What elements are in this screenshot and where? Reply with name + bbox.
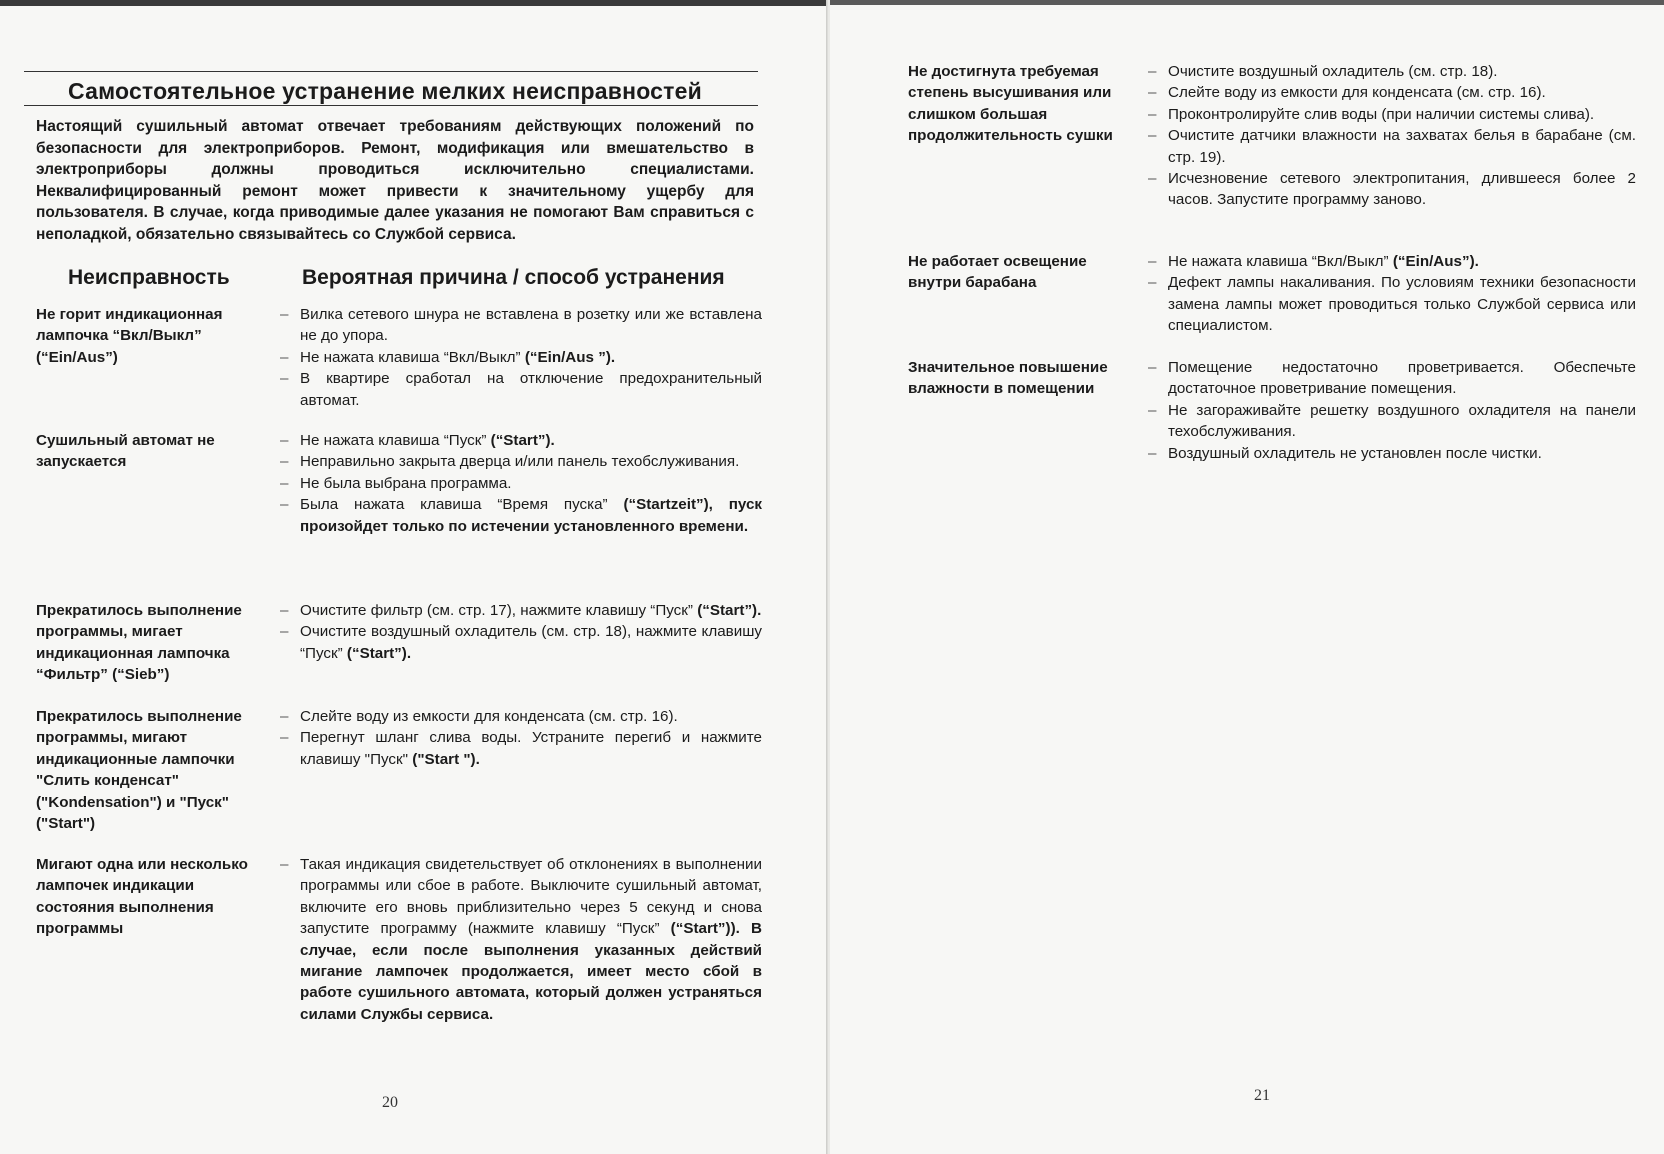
problem-text: Не работает освещение внутри барабана <box>908 253 1087 292</box>
page-number: 21 <box>1254 1087 1270 1104</box>
left-page <box>0 0 828 1154</box>
dash-mark: – <box>1148 170 1157 188</box>
problem-text: Не горит индикационная лампочка “Вкл/Выкл” (“Ein/Aus”) <box>36 306 223 366</box>
cause-item: – Воздушный охладитель не установлен после чистки. <box>1148 443 1636 464</box>
cause-item: – Исчезновение сетевого электропитания, длившееся более 2 часов. Запустите программу заново. <box>1148 170 1636 209</box>
cause-item: – Была нажата клавиша “Время пуска” (“Startzeit”), пуск произойдет только по истечении установленного времени. <box>280 496 762 535</box>
cause-item: – Дефект лампы накаливания. По условиям техники безопасности замена лампы может проводиться только Службой сервиса или специалистом. <box>1148 274 1636 335</box>
cause-item: – Очистите воздушный охладитель (см. стр. 18), нажмите клавишу “Пуск” (“Start”). <box>280 623 762 662</box>
title-bottom-rule <box>24 105 758 106</box>
cause-item: – Неправильно закрыта дверца и/или панель техобслуживания. <box>280 451 762 472</box>
cause-list <box>1148 61 1636 211</box>
dash-mark: – <box>280 432 289 449</box>
problem-text: Значительное повышение влажности в помещении <box>908 359 1108 398</box>
cause-list <box>280 854 762 1025</box>
dash-mark: – <box>1148 84 1157 102</box>
cause-list <box>280 304 762 411</box>
dash-mark: – <box>1148 63 1157 80</box>
dash-mark: – <box>280 856 289 873</box>
cause-item: – Слейте воду из емкости для конденсата (см. стр. 16). <box>1148 82 1636 103</box>
cause-list <box>280 706 762 770</box>
dash-mark: – <box>1148 444 1157 462</box>
dash-mark: – <box>1148 127 1157 145</box>
cause-item: – Перегнут шланг слива воды. Устраните перегиб и нажмите клавишу "Пуск" ("Start "). <box>280 729 762 768</box>
cause-item: – Не загораживайте решетку воздушного охладителя на панели техобслуживания. <box>1148 401 1636 441</box>
dash-mark: – <box>280 708 289 725</box>
cause-item: – Такая индикация свидетельствует об отклонениях в выполнении программы или сбое в работе. Выключите сушильный автомат, включите его вновь приблизительно через 5 секунд и снова запустите программу (нажмите клавишу “Пуск” (“Start”)). В случае, если после выполнения указанных действий мигание лампочек продолжается, имеет место сбой в работе сушильного автомата, который должен устраняться силами Службы сервиса. <box>280 856 762 1023</box>
dash-mark: – <box>280 453 289 471</box>
column-header-problem: Неисправность <box>68 266 230 289</box>
cause-item: – Проконтролируйте слив воды (при наличии системы слива). <box>1148 104 1636 125</box>
intro-paragraph: Настоящий сушильный автомат отвечает требованиям действующих положений по безопасности для электроприборов. Ремонт, модификация или вмешательство в электроприборы должны проводиться исключительно специалистами. Неквалифицированный ремонт может привести к значительному ущербу для пользователя. В случае, когда приводимые далее указания не помогают Вам справиться с неполадкой, обязательно связывайтесь со Службой сервиса. <box>36 118 754 243</box>
cause-item: – Не нажата клавиша “Вкл/Выкл” (“Ein/Aus”). <box>1148 251 1636 272</box>
dash-mark: – <box>1148 253 1157 270</box>
cause-item: – Очистите воздушный охладитель (см. стр. 18). <box>1148 61 1636 82</box>
cause-item: – Помещение недостаточно проветривается. Обеспечьте достаточное проветривание помещения. <box>1148 359 1636 398</box>
cause-item: – Не нажата клавиша “Пуск” (“Start”). <box>280 430 762 451</box>
dash-mark: – <box>280 496 289 514</box>
problem-text: Мигают одна или несколько лампочек индикации состояния выполнения программы <box>36 856 248 938</box>
dash-mark: – <box>280 474 289 492</box>
dash-mark: – <box>280 370 289 388</box>
title-top-rule <box>24 71 758 72</box>
cause-list <box>280 430 762 537</box>
cause-item: – Слейте воду из емкости для конденсата (см. стр. 16). <box>280 706 762 727</box>
dash-mark: – <box>1148 401 1157 419</box>
dash-mark: – <box>1148 274 1157 292</box>
page-title: Самостоятельное устранение мелких неисправностей <box>68 78 702 104</box>
problem-text: Прекратилось выполнение программы, мигают индикационные лампочки "Слить конденсат" ("Kondensation") и "Пуск" ("Start") <box>36 708 242 833</box>
column-header-cause: Вероятная причина / способ устранения <box>302 266 725 289</box>
cause-list <box>1148 251 1636 337</box>
problem-text: Сушильный автомат не запускается <box>36 432 215 471</box>
cause-item: – Очистите датчики влажности на захватах белья в барабане (см. стр. 19). <box>1148 127 1636 166</box>
dash-mark: – <box>1148 359 1157 376</box>
dash-mark: – <box>280 348 289 366</box>
cause-item: – Очистите фильтр (см. стр. 17), нажмите клавишу “Пуск” (“Start”). <box>280 600 762 621</box>
problem-text: Не достигнута требуемая степень высушивания или слишком большая продолжительность сушки <box>908 63 1113 145</box>
dash-mark: – <box>280 623 289 641</box>
cause-item: – В квартире сработал на отключение предохранительный автомат. <box>280 370 762 409</box>
problem-text: Прекратилось выполнение программы, мигает индикационная лампочка “Фильтр” (“Sieb”) <box>36 602 242 684</box>
cause-list <box>280 600 762 664</box>
dash-mark: – <box>280 729 289 747</box>
dash-mark: – <box>1148 105 1157 123</box>
dash-mark: – <box>280 306 289 323</box>
dash-mark: – <box>280 602 289 619</box>
right-page <box>830 0 1664 1154</box>
cause-item: – Не была выбрана программа. <box>280 473 762 494</box>
cause-item: – Вилка сетевого шнура не вставлена в розетку или же вставлена не до упора. <box>280 306 762 345</box>
cause-item: – Не нажата клавиша “Вкл/Выкл” (“Ein/Aus ”). <box>280 347 762 368</box>
cause-list <box>1148 357 1636 464</box>
page-number: 20 <box>382 1094 398 1111</box>
